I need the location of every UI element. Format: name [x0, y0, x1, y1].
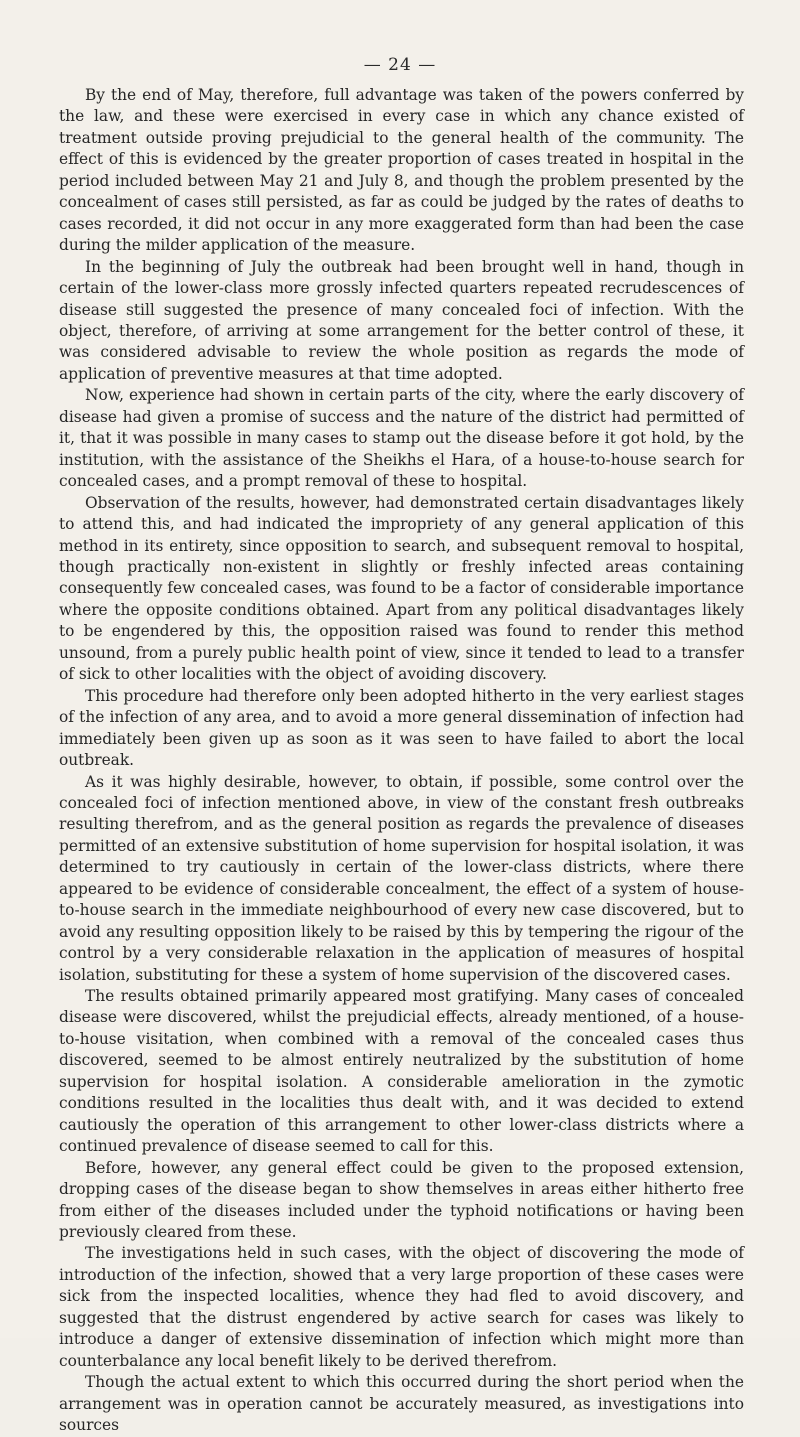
paragraph: In the beginning of July the outbreak had been brought well in hand, though in certain of the lower-class more grossly infected quarters repeated recrudescences of disease still suggested the presence of many concealed foci of infection. With the object, therefore, of arriving at some arrangement for the better control of these, it was considered advisable to review the whole position as regards the mode of application of preventive measures at that time adopted. — [59, 257, 744, 383]
paragraph: Though the actual extent to which this occurred during the short period when the arrangement was in operation cannot be accurately measured, as investigations into sources — [59, 1373, 744, 1435]
page-number: — 24 — — [363, 55, 437, 75]
paragraph: This procedure had therefore only been adopted hitherto in the very earliest stages of the infection of any area, and to avoid a more general dissemination of infection had immediately been given up as soon as it was seen to have failed to abort the local outbreak. — [59, 686, 744, 770]
paragraph: Before, however, any general effect could be given to the proposed extension, dropping cases of the disease began to show themselves in areas either hitherto free from either of the diseases included under the typhoid notifications or having been previously cleared from these. — [59, 1158, 744, 1242]
paragraph: As it was highly desirable, however, to obtain, if possible, some control over the concealed foci of infection mentioned above, in view of the constant fresh outbreaks resulting therefrom, and as the general position as regards the prevalence of diseases permitted of an extensive substitution of home supervision for hospital isolation, it was determined to try cautiously in certain of the lower-class districts, where there appeared to be evidence of considerable concealment, the effect of a system of house-to-house search in the immediate neighbourhood of every new case discovered, but to avoid any resulting opposition likely to be raised by this by tempering the rigour of the control by a very considerable relaxation in the application of measures of hospital isolation, substituting for these a system of home supervision of the discovered cases. — [59, 772, 744, 984]
paragraph: The results obtained primarily appeared most gratifying. Many cases of concealed disease were discovered, whilst the prejudicial effects, already mentioned, of a house-to-house visitation, when combined with a removal of the concealed cases thus discovered, seemed to be almost entirely neutralized by the substitution of home supervision for hospital isolation. A considerable amelioration in the zymotic conditions resulted in the localities thus dealt with, and it was decided to extend cautiously the operation of this arrangement to other lower-class districts where a continued prevalence of disease seemed to call for this. — [59, 987, 744, 1156]
paragraph: By the end of May, therefore, full advantage was taken of the powers conferred by the law, and these were exercised in every case in which any chance existed of treatment outside proving prejudicial to the general health of the community. The effect of this is evidenced by the greater proportion of cases treated in hospital in the period included between May 21 and July 8, and though the problem presented by the concealment of cases still persisted, as far as could be judged by the rates of deaths to cases recorded, it did not occur in any more exaggerated form than had been the case during the milder application of the measure. — [59, 86, 744, 255]
paragraph: Observation of the results, however, had demonstrated certain disadvantages likely to attend this, and had indicated the impropriety of any general application of this method in its entirety, since opposition to search, and subsequent removal to hospital, though practically non-existent in slightly or freshly infected areas containing consequently few concealed cases, was found to be a factor of considerable importance where the opposite conditions obtained. Apart from any political disadvantages likely to be engendered by this, the opposition raised was found to render this method unsound, from a purely public health point of view, since it tended to lead to a transfer of sick to other localities with the object of avoiding discovery. — [59, 493, 744, 684]
paragraph: Now, experience had shown in certain parts of the city, where the early discovery of disease had given a promise of success and the nature of the district had permitted of it, that it was possible in many cases to stamp out the disease before it got hold, by the institution, with the assistance of the Sheikhs el Hara, of a house-to-house search for concealed cases, and a prompt removal of these to hospital. — [59, 386, 744, 491]
paragraph: The investigations held in such cases, with the object of discovering the mode of introduction of the infection, showed that a very large proportion of these cases were sick from the inspected localities, whence they had fled to avoid discovery, and suggested that the distrust engendered by active search for cases was likely to introduce a danger of extensive dissemination of infection which might more than counterbalance any local benefit likely to be derived therefrom. — [59, 1244, 744, 1370]
body-text — [59, 85, 744, 1437]
